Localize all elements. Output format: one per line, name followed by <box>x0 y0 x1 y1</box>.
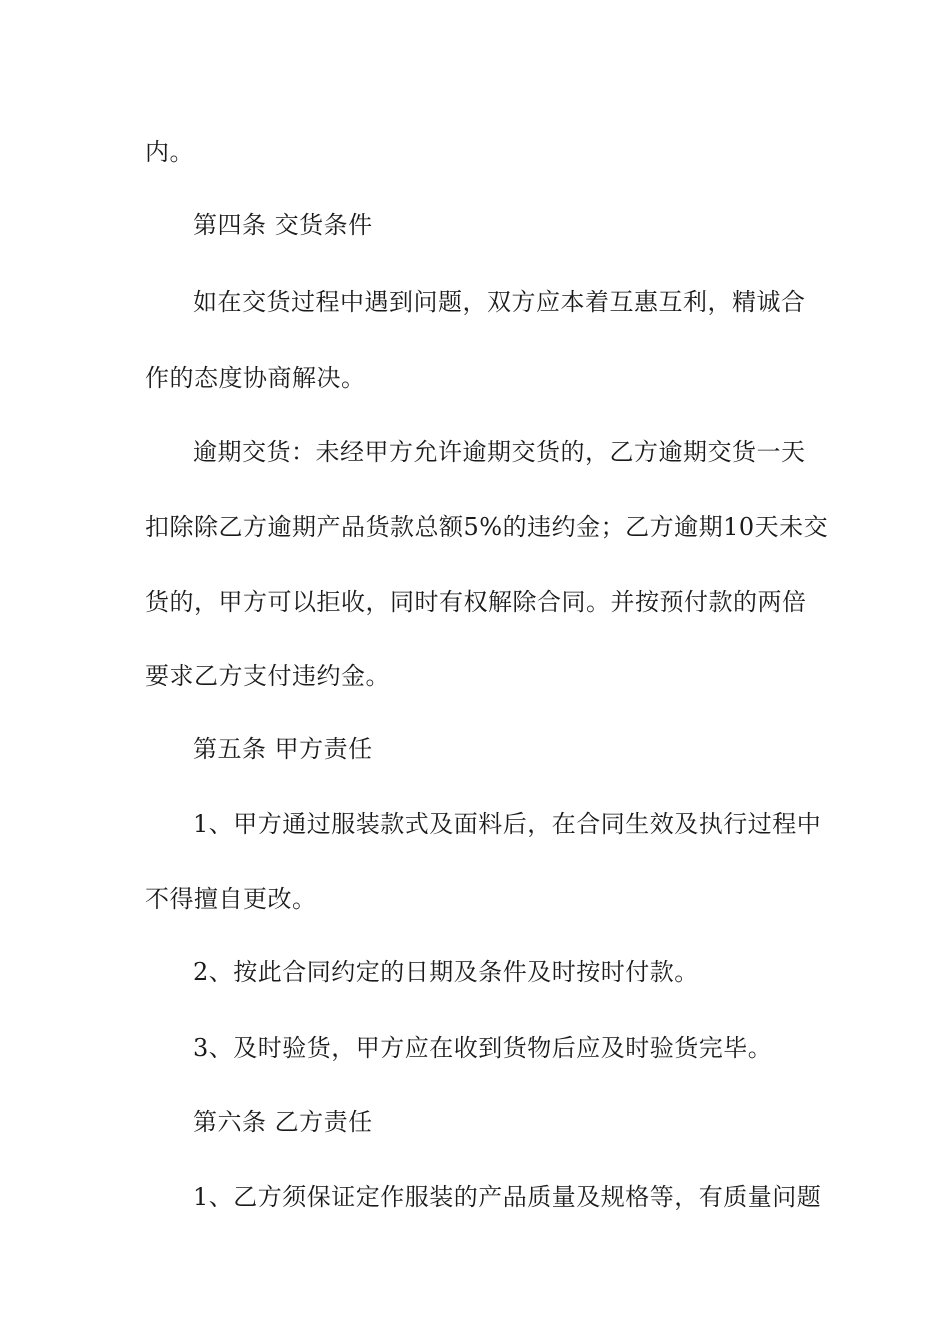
section-heading: 第六条 乙方责任 <box>193 1108 373 1136</box>
paragraph-line: 扣除除乙方逾期产品货款总额5%的违约金；乙方逾期10天未交 <box>145 513 829 541</box>
paragraph-line: 要求乙方支付违约金。 <box>145 662 390 690</box>
list-item: 3、及时验货，甲方应在收到货物后应及时验货完毕。 <box>193 1034 773 1062</box>
section-heading: 第五条 甲方责任 <box>193 735 373 763</box>
section-heading: 第四条 交货条件 <box>193 211 373 239</box>
paragraph-line: 货的，甲方可以拒收，同时有权解除合同。并按预付款的两倍 <box>145 588 807 616</box>
text-line: 内。 <box>145 138 194 166</box>
list-item: 2、按此合同约定的日期及条件及时按时付款。 <box>193 958 699 986</box>
paragraph-line: 如在交货过程中遇到问题，双方应本着互惠互利，精诚合 <box>193 288 806 316</box>
paragraph-line: 逾期交货：未经甲方允许逾期交货的，乙方逾期交货一天 <box>193 438 806 466</box>
paragraph-line: 作的态度协商解决。 <box>145 364 366 392</box>
paragraph-line: 不得擅自更改。 <box>145 885 317 913</box>
list-item: 1、甲方通过服装款式及面料后，在合同生效及执行过程中 <box>193 810 822 838</box>
list-item: 1、乙方须保证定作服装的产品质量及规格等，有质量问题 <box>193 1183 822 1211</box>
